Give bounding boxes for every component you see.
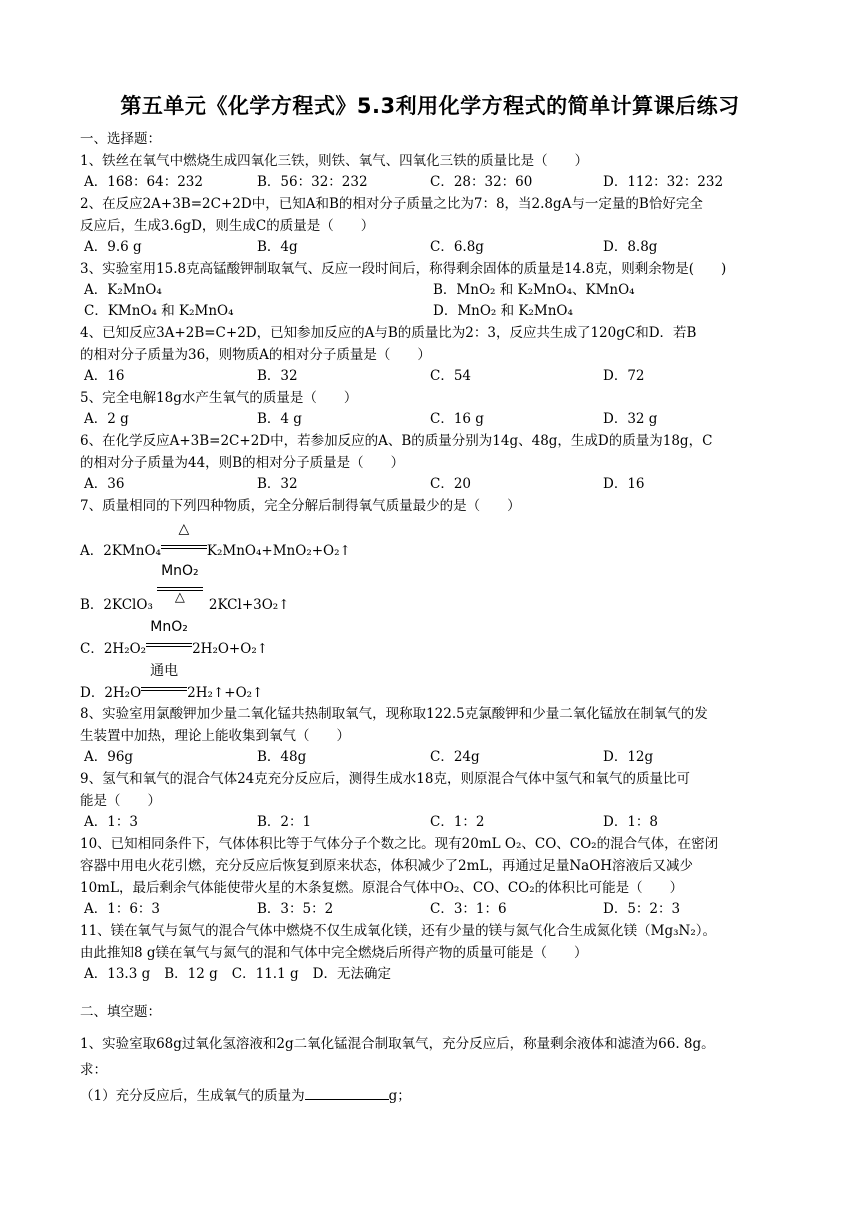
fill-1-stem-line2: 求： [80,1062,107,1078]
condition-catalyst: MnO₂ [161,563,199,579]
option-a: A．K₂MnO₄ [84,282,162,298]
question-2-stem-line1: 2、在反应2A+3B=2C+2D中，已知A和B的相对分子质量之比为7：8，当2.8gA与一定量的B恰好完全 [80,196,703,212]
question-7-stem: 7、质量相同的下列四种物质，完全分解后制得氧气质量最少的是（ ） [80,498,521,514]
question-8-options [80,747,782,768]
question-6-stem-line2: 的相对分子质量为44，则B的相对分子质量是（ ） [80,455,405,471]
condition-electrolysis: 通电 [150,663,179,679]
reaction-condition-c [146,619,192,659]
question-8-stem-line1: 8、实验室用氯酸钾加少量二氧化锰共热制取氧气，现称取122.5克氯酸钾和少量二氧化锰放在制氧气的发 [80,706,708,722]
option-b: B．2：1 [257,814,312,830]
section-gap [80,985,782,999]
section-heading-fill: 二、填空题： [80,1004,161,1020]
question-5-options [80,409,782,430]
option-a: A．96g [84,749,134,765]
option-d: D．1：8 [603,814,659,830]
option-c: C．16 g [430,411,484,427]
condition-heat-symbol: △ [174,590,185,605]
option-b: B．32 [257,368,298,384]
question-6-stem-line1: 6、在化学反应A+3B=2C+2D中，若参加反应的A、B的质量分别为14g、48g，生成D的质量为18g，C [80,433,713,449]
option-c: C．11.1 g [231,966,299,982]
equation-d-reactants: D．2H₂O [80,685,142,701]
equation-c-products: 2H₂O+O₂↑ [192,641,269,657]
equals-line [141,690,187,691]
option-b: B．56：32：232 [257,174,368,190]
question-11-options [80,964,782,985]
fill-1-part-1-unit: g； [388,1088,411,1104]
option-a: A．9.6 g [84,239,142,255]
answer-blank[interactable] [305,1085,389,1100]
equals-line [161,548,207,549]
section-gap [80,1023,782,1031]
question-3-options-row2 [80,301,782,322]
option-a: A．16 [84,368,125,384]
option-c: C．54 [430,368,472,384]
option-d: D．16 [603,476,645,492]
option-d: D．MnO₂ 和 K₂MnO₄ [433,303,573,319]
question-8-stem-line2: 生装置中加热，理论上能收集到氧气（ ） [80,728,350,744]
question-11-stem-line1: 11、镁在氧气与氮气的混合气体中燃烧不仅生成氧化镁，还有少量的镁与氮气化合生成氮化镁（Mg₃N₂）。 [80,923,717,939]
condition-heat-symbol: △ [178,521,190,537]
fill-1-part-1-prompt: （1）充分反应后，生成氧气的质量为 [80,1088,305,1104]
reaction-condition-d [141,663,187,703]
equation-a-products: K₂MnO₄+MnO₂+O₂↑ [206,543,351,559]
question-11-stem-line2: 由此推知8 g镁在氧气与氮气的混和气体中完全燃烧后所得产物的质量可能是（ ） [80,945,588,961]
equation-a-reactants: A．2KMnO₄ [80,543,161,559]
equation-d-products: 2H₂↑+O₂↑ [187,685,264,701]
question-10-stem-line1: 10、已知相同条件下，气体体积比等于气体分子个数之比。现有20mL O₂、CO、CO₂的混合气体，在密闭 [80,836,719,852]
section-heading-choice: 一、选择题： [80,131,161,147]
question-4-stem-line1: 4、已知反应3A+2B=C+2D，已知参加反应的A与B的质量比为2：3，反应共生成了120gC和D．若B [80,325,697,341]
question-3-stem: 3、实验室用15.8克高锰酸钾制取氧气、反应一段时间后，称得剩余固体的质量是14.8克，则剩余物是( ) [80,261,727,277]
fill-1-part-1 [80,1083,782,1109]
equation-d [80,663,782,703]
option-c: C．KMnO₄ 和 K₂MnO₄ [84,303,234,319]
question-4-options [80,366,782,387]
question-9-stem-line1: 9、氢气和氧气的混合气体24克充分反应后，测得生成水18克，则原混合气体中氢气和氧气的质量比可 [80,771,690,787]
option-a: A．2 g [84,411,129,427]
equals-line [141,687,187,688]
option-d: D．32 g [603,411,658,427]
option-c: C．6.8g [430,239,484,255]
question-2-options [80,237,782,258]
question-10-stem-line2: 容器中用电火花引燃，充分反应后恢复到原来状态，体积减少了2mL，再通过足量NaOH溶液后又减少 [80,858,694,874]
worksheet-body [80,126,782,1109]
fill-1-stem-line1: 1、实验室取68g过氧化氢溶液和2g二氧化锰混合制取氧气，充分反应后，称量剩余液体和滤渣为66. 8g。 [80,1036,715,1052]
equation-c [80,619,782,659]
equals-line [146,643,192,644]
question-6-options [80,474,782,495]
option-d: D．无法确定 [312,966,391,982]
option-b: B．4 g [257,411,302,427]
reaction-condition-b [157,563,203,605]
option-c: C．28：32：60 [430,174,533,190]
question-2-stem-line2: 反应后，生成3.6gD，则生成C的质量是（ ） [80,218,375,234]
option-a: A．36 [84,476,125,492]
option-b: B．12 g [164,966,218,982]
question-5-stem: 5、完全电解18g水产生氧气的质量是（ ） [80,390,358,406]
option-c: C．1：2 [430,814,485,830]
equation-b-reactants: B．2KClO₃ [80,597,153,613]
option-d: D．72 [603,368,645,384]
option-a: A．168：64：232 [84,174,203,190]
option-b: B．48g [257,749,307,765]
option-d: D．112：32：232 [603,174,724,190]
option-d: D．8.8g [603,239,658,255]
page-title: 第五单元《化学方程式》5.3利用化学方程式的简单计算课后练习 [120,94,740,118]
question-10-options [80,899,782,920]
option-c: C．3：1：6 [430,901,507,917]
option-b: B．3：5：2 [257,901,334,917]
equation-b-products: 2KCl+3O₂↑ [208,597,290,613]
condition-catalyst: MnO₂ [150,619,188,635]
question-9-options [80,812,782,833]
question-10-stem-line3: 10mL，最后剩余气体能使带火星的木条复燃。原混合气体中O₂、CO、CO₂的体积比可能是（ ） [80,880,684,896]
question-1-stem: 1、铁丝在氧气中燃烧生成四氧化三铁，则铁、氧气、四氧化三铁的质量比是（ ） [80,153,589,169]
option-c: C．24g [430,749,480,765]
equation-b [80,563,782,615]
reaction-condition-a [161,521,207,561]
question-9-stem-line2: 能是（ ） [80,793,161,809]
question-1-options [80,172,782,193]
option-b: B．4g [257,239,298,255]
question-3-options-row1 [80,280,782,301]
option-c: C．20 [430,476,472,492]
option-a: A．1：6：3 [84,901,161,917]
equation-c-reactants: C．2H₂O₂ [80,641,147,657]
equals-line [146,646,192,647]
option-d: D．12g [603,749,654,765]
equals-line [161,545,207,546]
option-b: B．MnO₂ 和 K₂MnO₄、KMnO₄ [433,282,635,298]
option-b: B．32 [257,476,298,492]
option-a: A．1：3 [84,814,138,830]
equation-a [80,521,782,561]
option-a: A．13.3 g [84,966,151,982]
question-4-stem-line2: 的相对分子质量为36，则物质A的相对分子质量是（ ） [80,347,431,363]
option-d: D．5：2：3 [603,901,681,917]
equals-line [157,587,203,588]
